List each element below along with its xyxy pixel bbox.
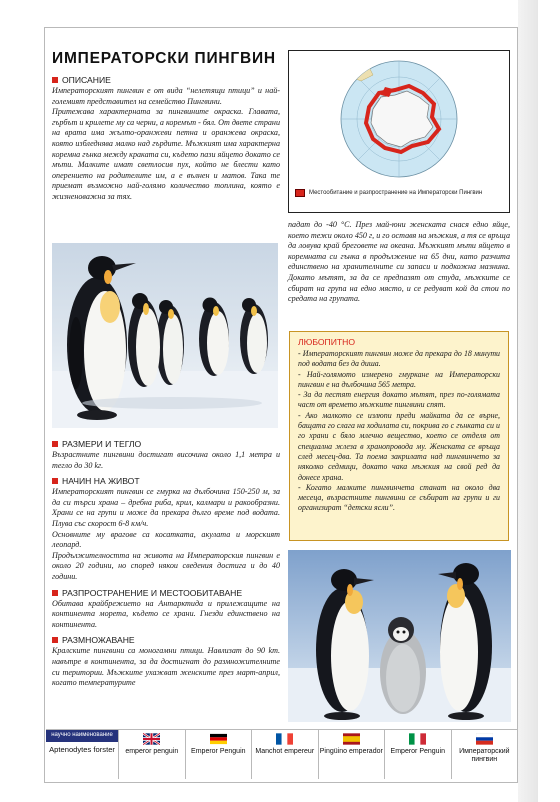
bullet-square-icon	[52, 478, 58, 484]
curiosity-item: - Когато малките пингвинчета станат на около два месеца, възрастните пингвини се събират на групи и ги организират “детски ясли”.	[298, 482, 500, 513]
side-stripe	[518, 0, 538, 802]
heading-label: РАЗПРОСТРАНЕНИЕ И МЕСТООБИТАВАНЕ	[62, 587, 243, 598]
lifestyle-paragraph-2: Основните му врагове са косатката, акулата и морският леопард.	[52, 529, 280, 550]
map-legend	[295, 189, 482, 197]
uk-flag-icon	[143, 733, 160, 745]
antarctica-map	[288, 50, 510, 213]
section-heading-habitat	[52, 588, 280, 598]
penguin-group-photo	[52, 243, 278, 428]
lifestyle-paragraph-1: Императорският пингвин се гмурка на дълбочина 150-250 м, за да си търси храна – дребна риба, крил, калмари и ракообразни. Храни се на групи и може да прекара дълго време под водата. Плува със скорост 6-8 км/ч.	[52, 487, 280, 528]
name-label: Pingüino emperador	[319, 748, 383, 755]
heading-label: РАЗМНОЖАВАНЕ	[62, 635, 135, 646]
curiosity-title: ЛЮБОПИТНО	[298, 337, 356, 347]
name-label: Manchot empereur	[255, 748, 315, 755]
left-column-top	[52, 72, 280, 203]
legend-label: Местообитание и разпространение на Императорски Пингвин	[309, 190, 483, 196]
legend-swatch	[295, 189, 305, 197]
section-heading-size	[52, 439, 280, 449]
size-paragraph: Възрастните пингвини достигат височина около 1,1 метра и тегло до 30 kг.	[52, 450, 280, 470]
france-flag-icon	[276, 733, 293, 745]
lifestyle-paragraph-3: Продължителността на живота на Императорския пингвин е около 20 години, но според някои сведения достига и до 40 години.	[52, 550, 280, 581]
bullet-square-icon	[52, 637, 58, 643]
map-globe	[289, 51, 509, 186]
description-paragraph-2: Притежава характерната за пингвините окраска. Главата, гърбът и крилете му са черни, а коремът - бял. От двете страни на врата има жълто-оранжеви петна и оранжева окраска, която избледнява малко над гърдите. Мъжкият има характерна коремна гънка между краката си, където пази яйцето докато се мъти. Малките имат светлосив пух, който не блести като оперението на родителите им, а е вълнен и матов. Така те приемат възможно най-голямо количество топлина, която е жизненоважна за тях.	[52, 107, 280, 201]
spain-flag-icon	[343, 733, 360, 745]
scientific-name: Aptenodytes forster	[49, 745, 115, 754]
heading-label: РАЗМЕРИ И ТЕГЛО	[62, 439, 142, 449]
curiosity-item: - Най-голямото измерено гмуркане на Императорски пингвин е на дълбочина 565 метра.	[298, 369, 500, 389]
bullet-square-icon	[52, 441, 58, 447]
section-heading-breeding	[52, 635, 280, 645]
page-title: ИМПЕРАТОРСКИ ПИНГВИН	[52, 50, 276, 67]
name-label: Emperor Penguin	[191, 748, 246, 755]
name-label: emperor penguin	[125, 748, 179, 755]
section-heading-lifestyle	[52, 476, 280, 486]
description-paragraph-1: Императорският пингвин е от вида “нелетящи птици” и най-големият представител на семейство Пингвини.	[52, 86, 280, 106]
germany-flag-icon	[210, 733, 227, 745]
name-cell-russian	[452, 730, 518, 779]
italy-flag-icon	[409, 733, 426, 745]
breeding-paragraph-right: падат до -40 °C. През май-юни женската снася едно яйце, което тежи около 450 г, и го оставя на мъжкия, а тя се връща да ловува край бреговете на океана. Мъжкият мъти яйцето в коремната си гънка в продължение на 65 дни, като разчита единствено на хранителните си запаси и подкожна мазнина. Докато мътят, за да се предпазят от студа, мъжките се сбират на група на едно място, и се редуват кой да стои по средата на групата.	[288, 220, 510, 304]
scientific-name-cell	[46, 730, 119, 779]
russia-flag-icon	[476, 733, 493, 745]
bullet-square-icon	[52, 590, 58, 596]
name-cell-italian	[385, 730, 452, 779]
heading-label: ОПИСАНИЕ	[62, 75, 111, 85]
names-strip	[46, 729, 517, 779]
habitat-paragraph: Обитава крайбрежието на Антарктида и прилежащите на континента морета, където се храни. Гнезди единствено на континента.	[52, 598, 280, 629]
scientific-name-label: научно наименование	[46, 730, 118, 742]
curiosity-item: - Ако малкото се излюпи преди майката да се върне, бащата го слага на ходилата си, покрива го с гънката си и го храни с бяло млечно вещество, което се отделя от специална жлеза в хранопровода му. Женската се връща след месец-два. Та поема закрилата над пингвинчето за няколко седмици, докато чака мъжкия на свой ред да донесе храна.	[298, 410, 500, 482]
name-label: Emperor Penguin	[390, 748, 446, 755]
heading-label: НАЧИН НА ЖИВОТ	[62, 476, 140, 487]
curiosity-box	[289, 331, 509, 541]
name-cell-english	[119, 730, 186, 779]
curiosity-item: - За да пестят енергия докато мътят, през по-голямата част от времето мъжките пингвини спят.	[298, 390, 500, 410]
section-heading-description	[52, 75, 280, 85]
name-cell-german	[186, 730, 253, 779]
name-cell-french	[252, 730, 319, 779]
left-column-bottom	[52, 436, 280, 689]
name-label: Императорский пингвин	[459, 748, 510, 763]
name-cell-spanish	[319, 730, 386, 779]
breeding-paragraph-left: Кралските пингвини са моногамни птици. Навлизат до 90 km. навътре в континента, за да достигнат до размножителните си територии. Мъжките ухажват женските през март-април, когато температурите	[52, 646, 280, 688]
right-column-text	[288, 220, 510, 305]
curiosity-item: - Императорският пингвин може да прекара до 18 минути под водата без да диша.	[298, 349, 500, 369]
bullet-square-icon	[52, 77, 58, 83]
penguin-chick-photo	[288, 550, 511, 722]
